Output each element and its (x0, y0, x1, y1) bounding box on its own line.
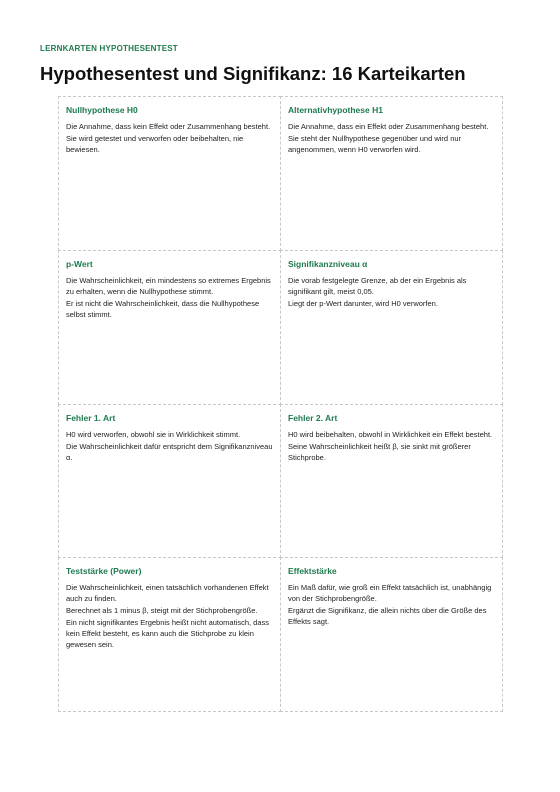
flashcard-title: Fehler 2. Art (288, 412, 338, 423)
flashcard (58, 250, 281, 405)
flashcard (280, 96, 503, 251)
flashcard-title: Teststärke (Power) (66, 566, 142, 577)
flashcard-title: Effektstärke (288, 566, 337, 577)
flashcard (58, 557, 281, 712)
flashcard-title: Signifikanzniveau α (288, 258, 368, 269)
flashcard (58, 96, 281, 251)
flashcard-title: Fehler 1. Art (66, 412, 116, 423)
flashcard-text: Ergänzt die Signifikanz, die allein nichts über die Größe des Effekts sagt. (288, 606, 487, 627)
flashcard (280, 557, 503, 712)
flashcard-text: Berechnet als 1 minus β, steigt mit der Stichprobengröße. (66, 606, 258, 616)
flashcard-text: Die Wahrscheinlichkeit, ein mindestens so extremes Ergebnis zu erhalten, wenn die Nullhypothese stimmt. (66, 275, 271, 296)
flashcard-text: Sie wird getestet und verworfen oder beibehalten, nie bewiesen. (66, 134, 244, 154)
page-title: Hypothesentest und Signifikanz: 16 Karteikarten (40, 63, 466, 84)
flashcard (280, 404, 503, 559)
page-kicker: LERNKARTEN HYPOTHESENTEST (40, 44, 178, 53)
flashcard-text: Liegt der p-Wert darunter, wird H0 verworfen. (288, 298, 438, 308)
flashcard-title: Alternativhypothese H1 (288, 105, 383, 115)
flashcard-text: Er ist nicht die Wahrscheinlichkeit, dass die Nullhypothese selbst stimmt. (66, 298, 260, 319)
flashcard (58, 404, 281, 559)
flashcard-text: Die Annahme, dass kein Effekt oder Zusammenhang besteht. (66, 122, 271, 131)
flashcard-text: Die Wahrscheinlichkeit, einen tatsächlich vorhandenen Effekt auch zu finden. (66, 583, 269, 604)
flashcard-text: Ein Maß dafür, wie groß ein Effekt tatsächlich ist, unabhängig von der Stichprobengröße. (288, 583, 492, 604)
flashcard-text: H0 wird verworfen, obwohl sie in Wirklichkeit stimmt. (66, 429, 241, 439)
flashcard-text: Die Annahme, dass ein Effekt oder Zusammenhang besteht. (288, 122, 489, 131)
flashcard-text: Ein nicht signifikantes Ergebnis heißt nicht automatisch, dass kein Effekt besteht, es kann auch die Stichprobe zu klein gewesen sein. (66, 618, 270, 650)
flashcard-title: p-Wert (66, 258, 93, 269)
flashcard-grid (58, 96, 502, 711)
flashcard-text: Die Wahrscheinlichkeit dafür entspricht dem Signifikanzniveau α. (66, 441, 273, 462)
flashcard-title: Nullhypothese H0 (66, 105, 138, 115)
flashcard (280, 250, 503, 405)
flashcard-text: Seine Wahrscheinlichkeit heißt β, sie sinkt mit größerer Stichprobe. (288, 441, 471, 462)
flashcard-text: H0 wird beibehalten, obwohl in Wirklichkeit ein Effekt besteht. (288, 429, 493, 439)
flashcard-text: Sie steht der Nullhypothese gegenüber und wird nur angenommen, wenn H0 verworfen wird. (288, 134, 462, 154)
flashcard-text: Die vorab festgelegte Grenze, ab der ein Ergebnis als signifikant gilt, meist 0,05. (288, 275, 467, 296)
